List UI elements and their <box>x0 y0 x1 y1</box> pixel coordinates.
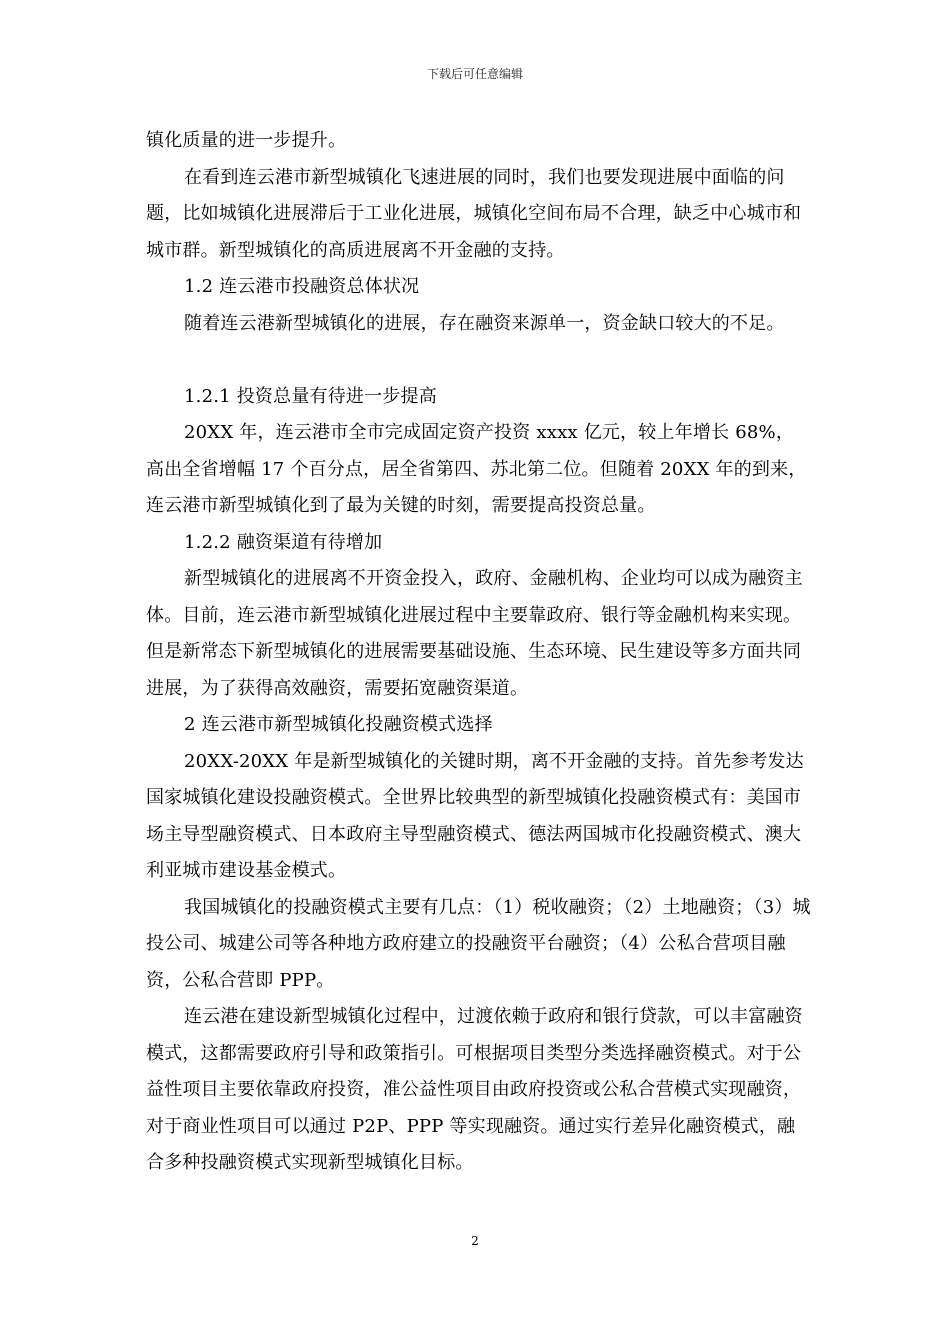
paragraph-domestic-models: 我国城镇化的投融资模式主要有几点：（1）税收融资；（2）土地融资；（3）城投公司、城建公司等各种地方政府建立的投融资平台融资；（4）公私合营项目融资，公私合营即 PPP。 <box>146 896 811 991</box>
paragraph-lianyungang-strategy: 连云港在建设新型城镇化过程中，过渡依赖于政府和银行贷款，可以丰富融资模式，这都需要政府引导和政策指引。可根据项目类型分类选择融资模式。对于公益性项目主要依靠政府投资，准公益性项目由政府投资或公私合营模式实现融资，对于商业性项目可以通过 P2P、PPP 等实现融资。通过实行差异化融资模式，融合多种投融资模式实现新型城镇化目标。 <box>146 1006 803 1173</box>
paragraph-continuation: 镇化质量的进一步提升。 <box>146 130 347 151</box>
paragraph-challenges: 在看到连云港市新型城镇化飞速进展的同时，我们也要发现进展中面临的问题，比如城镇化进展滞后于工业化进展，城镇化空间布局不合理，缺乏中心城市和城市群。新型城镇化的高质进展离不开金融的支持。 <box>146 166 802 261</box>
blank-line <box>146 342 812 379</box>
section-heading-2: 2 连云港市新型城镇化投融资模式选择 <box>184 714 493 735</box>
page-header: 下载后可任意编辑 <box>426 67 523 81</box>
document-body <box>146 123 812 1182</box>
paragraph-international-models: 20XX-20XX 年是新型城镇化的关键时期，离不开金融的支持。首先参考发达国家城镇化建设投融资模式。全世界比较典型的新型城镇化投融资模式有：美国市场主导型融资模式、日本政府主导型融资模式、德法两国城市化投融资模式、澳大利亚城市建设基金模式。 <box>146 750 804 881</box>
paragraph-financing-shortage: 随着连云港新型城镇化的进展，存在融资来源单一，资金缺口较大的不足。 <box>184 312 785 334</box>
section-heading-1-2-1: 1.2.1 投资总量有待进一步提高 <box>184 385 437 407</box>
section-heading-1-2: 1.2 连云港市投融资总体状况 <box>184 276 420 297</box>
paragraph-investment-total: 20XX 年，连云港市全市完成固定资产投资 xxxx 亿元，较上年增长 68%，高出全省增幅 17 个百分点，居全省第四、苏北第二位。但随着 20XX 年的到来，连云港市新型城镇化到了最为关键的时刻，需要提高投资总量。 <box>146 422 807 516</box>
page-number: 2 <box>471 1234 479 1248</box>
section-heading-1-2-2: 1.2.2 融资渠道有待增加 <box>184 531 383 553</box>
paragraph-financing-channels: 新型城镇化的进展离不开资金投入，政府、金融机构、企业均可以成为融资主体。目前，连云港市新型城镇化进展过程中主要靠政府、银行等金融机构来实现。但是新常态下新型城镇化的进展需要基础设施、生态环境、民生建设等多方面共同进展，为了获得高效融资，需要拓宽融资渠道。 <box>146 568 803 699</box>
